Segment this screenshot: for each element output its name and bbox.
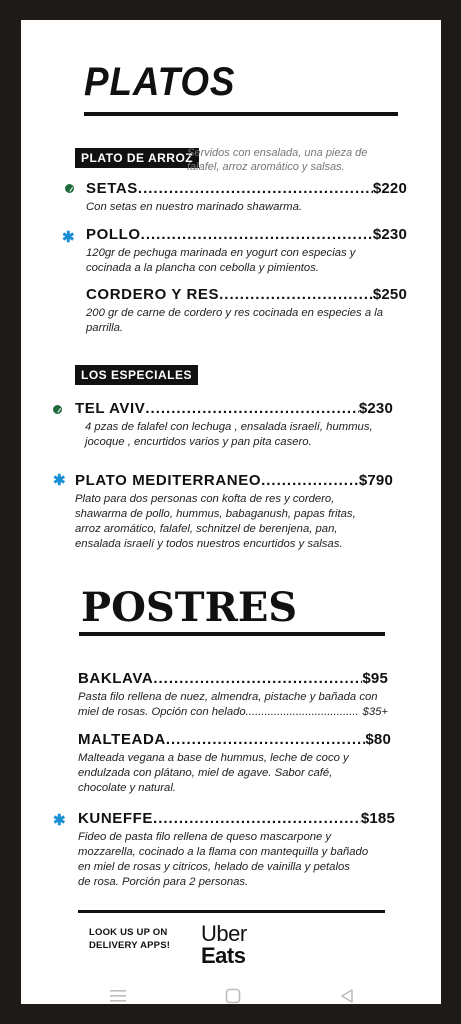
star-icon: ✱ xyxy=(62,229,75,246)
menu-item-malteada: MALTEADA ..... $80 Malteada vegana a base de hummus, leche de coco y endulzada con plátano, miel de agave. Sabor café, chocolate y natural. xyxy=(78,730,391,796)
back-icon[interactable] xyxy=(339,988,355,1004)
postres-title: POSTRES xyxy=(81,584,298,631)
star-icon: ✱ xyxy=(53,812,66,829)
menu-item-baklava: BAKLAVA ..... $95 Pasta filo rellena de nuez, almendra, pistache y bañada con miel de rosas. Opción con helado ..... $35+ xyxy=(78,669,388,720)
plato-de-arroz-label: PLATO DE ARROZ xyxy=(75,148,199,168)
menu-item-pollo: POLLO ..... $230 120gr de pechuga marinada en yogurt con especias y cocinada a la plancha con cebolla y pimientos. xyxy=(86,225,407,276)
menu-item-tel-aviv: TEL AVIV ..... $230 4 pzas de falafel con lechuga , ensalada israelí, hummus, jocoque , encurtidos varios y pan pita casero. xyxy=(75,399,393,450)
platos-rule xyxy=(84,112,398,116)
delivery-apps-text: LOOK US UP ON DELIVERY APPS! xyxy=(89,927,171,951)
leaf-icon xyxy=(53,405,62,414)
navigation-bar xyxy=(21,982,441,1004)
home-icon[interactable] xyxy=(225,988,241,1004)
plato-de-arroz-note: Servidos con ensalada, una pieza de falafel, arroz aromático y salsas. xyxy=(187,147,368,173)
los-especiales-label: LOS ESPECIALES xyxy=(75,365,198,385)
postres-rule xyxy=(79,632,385,636)
leaf-icon xyxy=(65,184,74,193)
platos-title: PLATOS xyxy=(84,60,236,104)
uber-eats-logo[interactable]: Uber Eats xyxy=(201,921,247,968)
menu-item-kuneffe: KUNEFFE ..... $185 Fideo de pasta filo rellena de queso mascarpone y mozzarella, cocinado a la flama con mantequilla y bañado en miel de rosas y citricos, helado de vainilla y petalos de rosa. Porción para 2 personas. xyxy=(78,809,395,890)
star-icon: ✱ xyxy=(53,472,66,489)
menu-page xyxy=(21,20,441,1004)
menu-item-setas: SETAS ..... $220 Con setas en nuestro marinado shawarma. xyxy=(86,179,407,215)
menu-item-plato-mediterraneo: PLATO MEDITERRANEO ..... $790 Plato para dos personas con kofta de res y cordero, shawarma de pollo, hummus, babaganush, papas fritas, arroz aromático, falafel, schnitzel de berenjena, pan, ensalada israelí y todos nuestros encurtidos y salsas. xyxy=(75,471,393,552)
menu-item-cordero-y-res: CORDERO Y RES ..... $250 200 gr de carne de cordero y res cocinada en especies a la parrilla. xyxy=(86,285,407,336)
menu-icon[interactable] xyxy=(109,988,127,1004)
footer-rule xyxy=(78,910,385,913)
